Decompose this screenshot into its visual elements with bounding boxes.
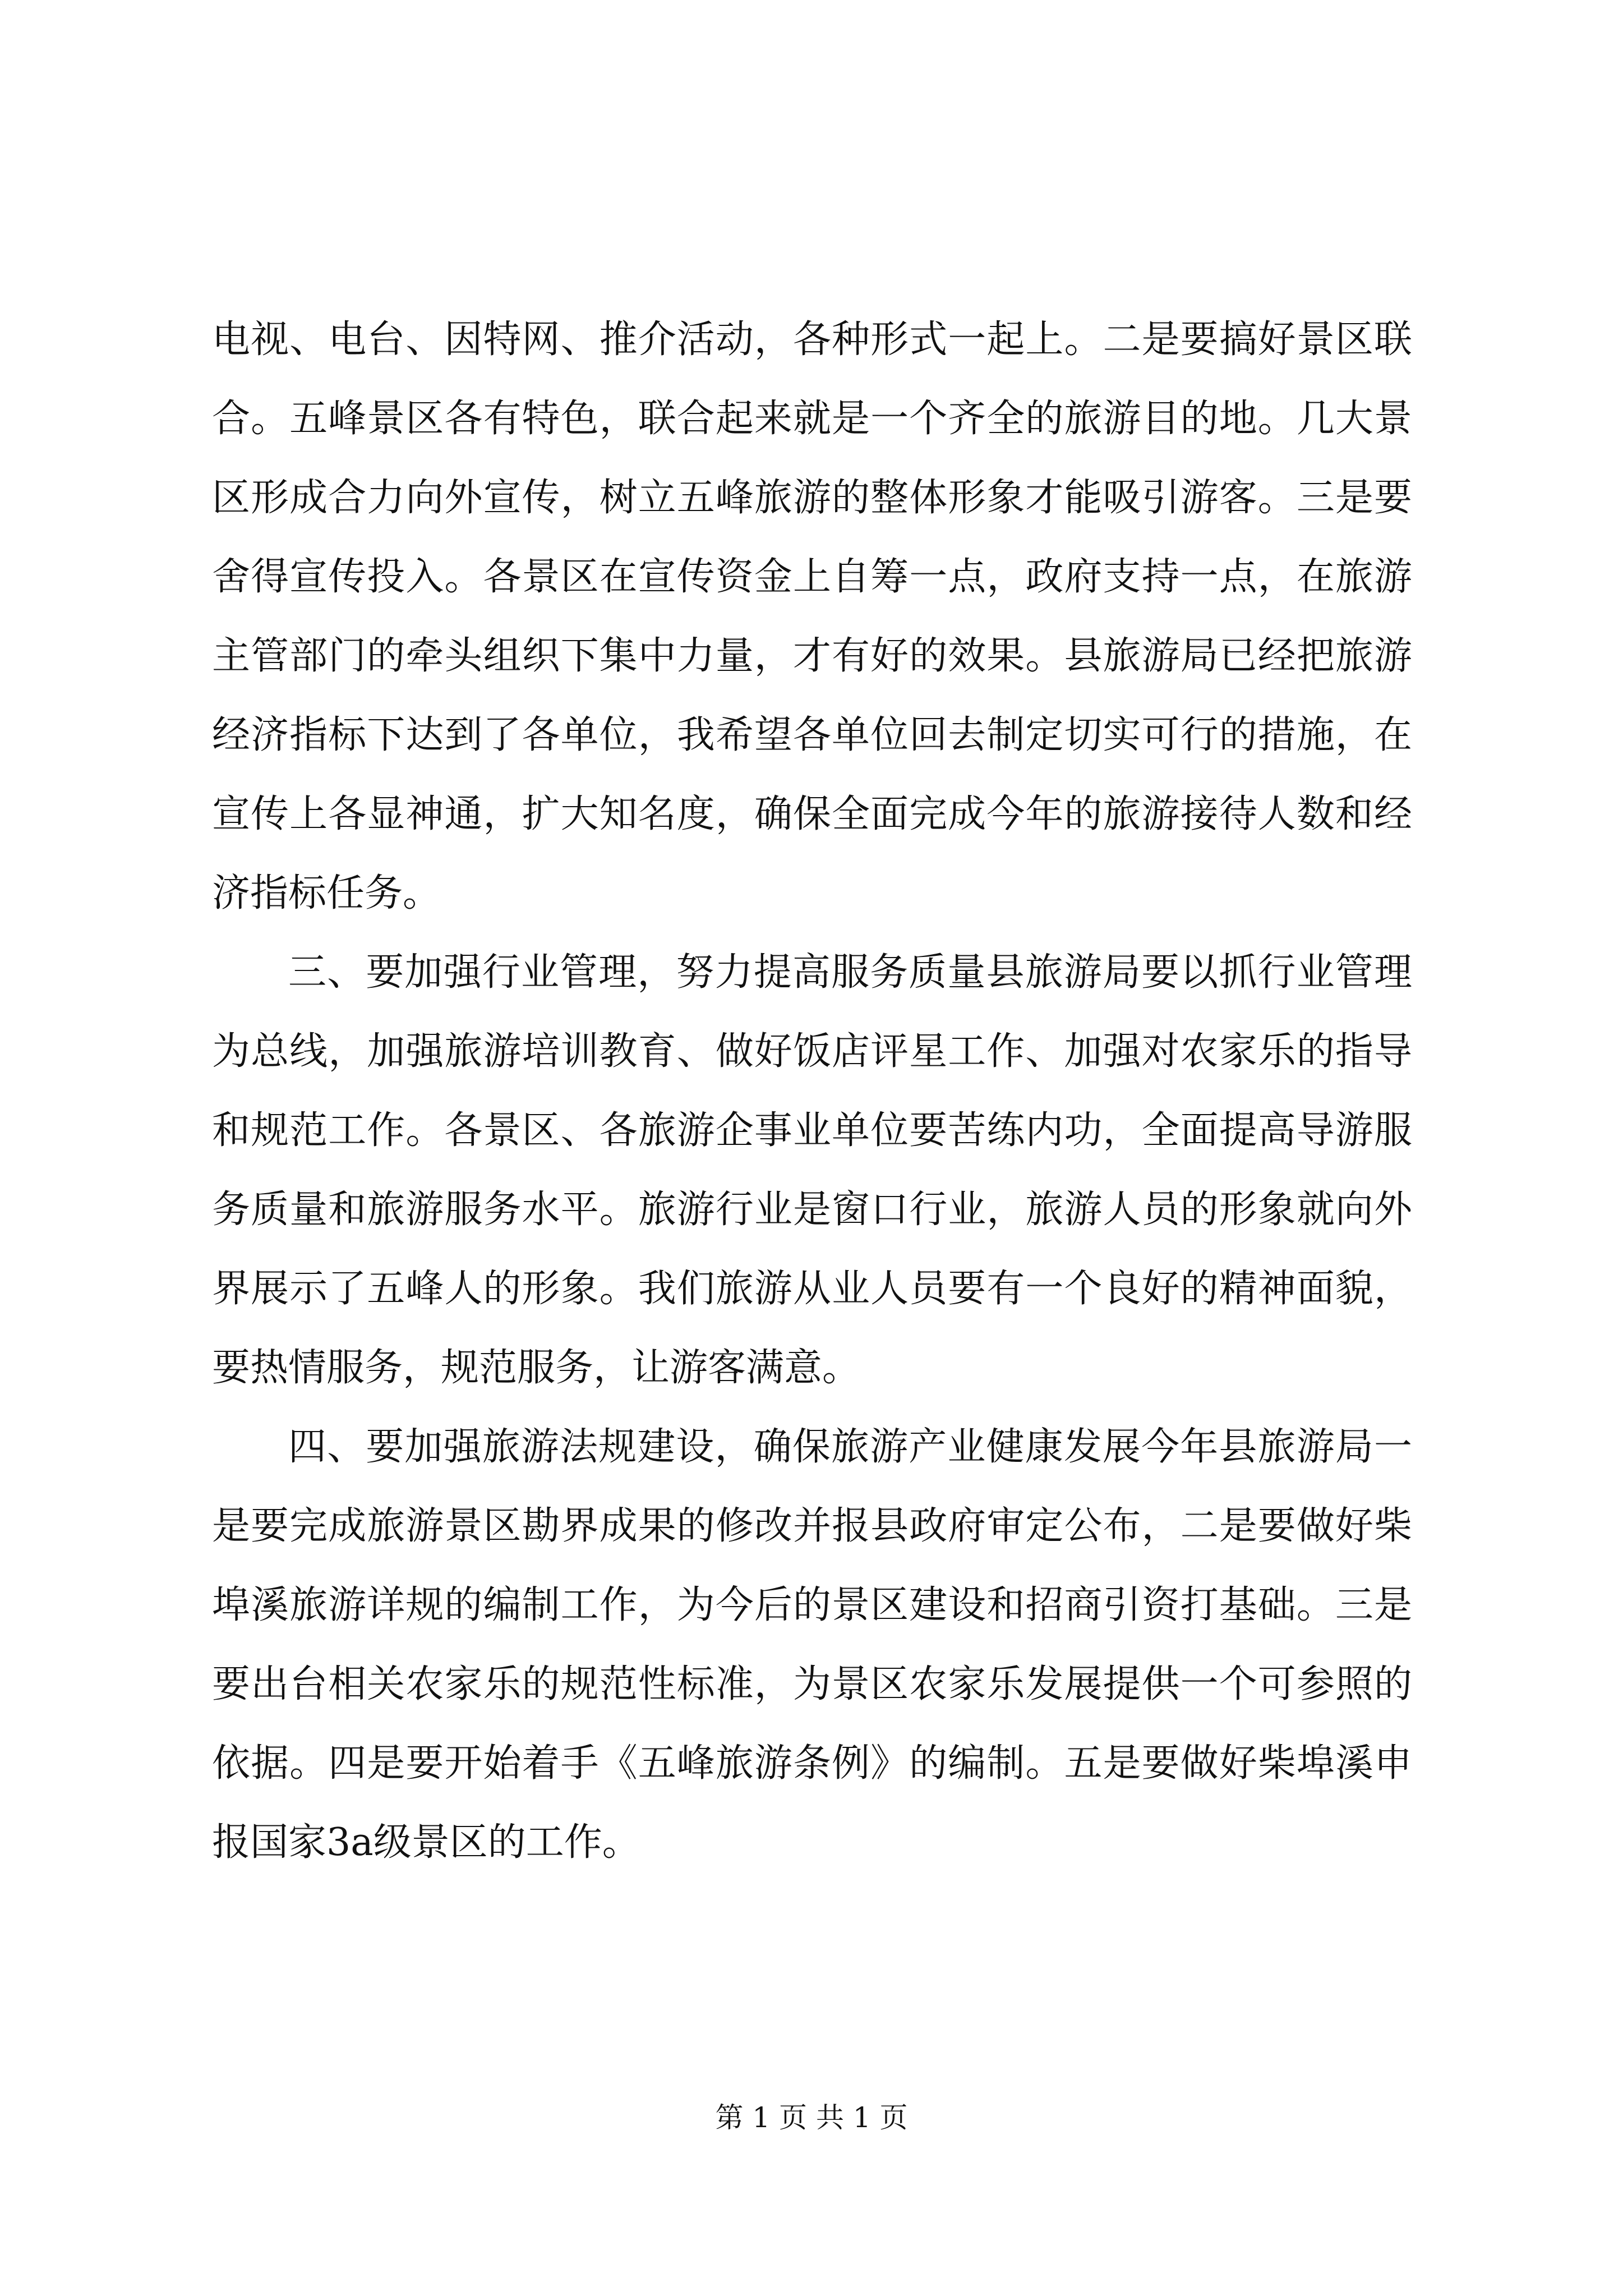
paragraph-1: 电视、电台、因特网、推介活动，各种形式一起上。二是要搞好景区联合。五峰景区各有特色，联合起来就是一个齐全的旅游目的地。几大景区形成合力向外宣传，树立五峰旅游的整体形象才能吸引游客。三是要舍得宣传投入。各景区在宣传资金上自筹一点，政府支持一点，在旅游主管部门的牵头组织下集中力量，才有好的效果。县旅游局已经把旅游经济指标下达到了各单位，我希望各单位回去制定切实可行的措施，在宣传上各显神通，扩大知名度，确保全面完成今年的旅游接待人数和经济指标任务。	[212, 318, 1412, 915]
page-footer: 第 1 页 共 1 页	[715, 2101, 908, 2134]
paragraph-2: 三、要加强行业管理，努力提高服务质量县旅游局要以抓行业管理为总线，加强旅游培训教育、做好饭店评星工作、加强对农家乐的指导和规范工作。各景区、各旅游企事业单位要苦练内功，全面提高导游服务质量和旅游服务水平。旅游行业是窗口行业，旅游人员的形象就向外界展示了五峰人的形象。我们旅游从业人员要有一个良好的精神面貌，要热情服务，规范服务，让游客满意。	[212, 950, 1412, 1390]
document-body	[212, 300, 1412, 1882]
paragraph-3: 四、要加强旅游法规建设，确保旅游产业健康发展今年县旅游局一是要完成旅游景区勘界成果的修改并报县政府审定公布，二是要做好柴埠溪旅游详规的编制工作，为今后的景区建设和招商引资打基础。三是要出台相关农家乐的规范性标准，为景区农家乐发展提供一个可参照的依据。四是要开始着手《五峰旅游条例》的编制。五是要做好柴埠溪申报国家3a级景区的工作。	[212, 1425, 1412, 1865]
